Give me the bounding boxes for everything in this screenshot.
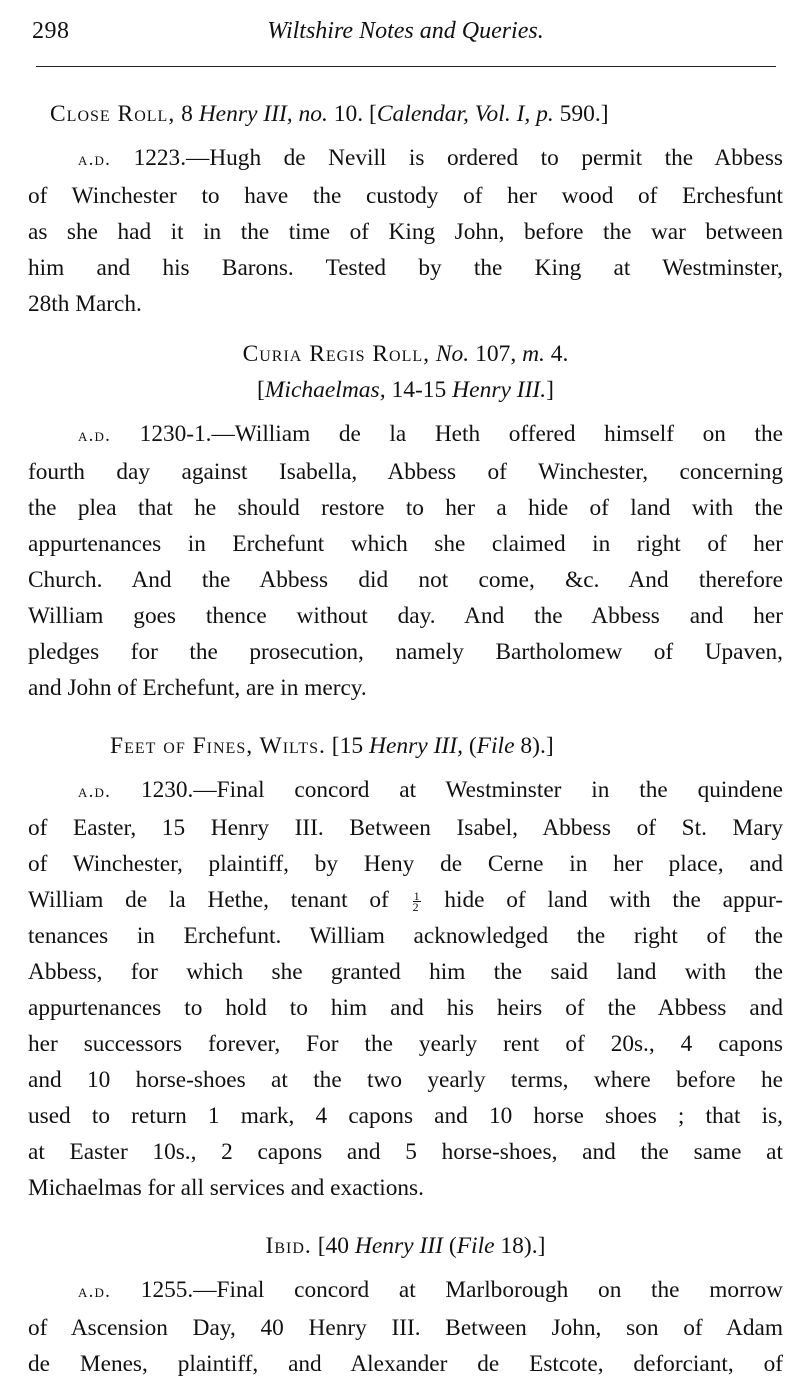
running-title: Wiltshire Notes and Queries. bbox=[267, 18, 544, 44]
ad-marker: a.d. bbox=[78, 149, 112, 170]
paragraph-curia-regis: a.d. 1230-1.—William de la Heth offered himself on the fourth day against Isabella, Abbess of Winchester, concerning the plea that he should restore to her a hide of land with the appurtenances in Erchefunt which she claimed in right of her Church. And the Abbess did not come, &c. And therefore William goes thence without day. And the Abbess and her pledges for the prosecution, namely Bartholomew of Upaven, and John of Erchefunt, are in mercy. bbox=[28, 421, 783, 701]
section-heading-ibid: Ibid. [40 Henry III (File 18).] bbox=[265, 1233, 546, 1259]
ad-marker: a.d. bbox=[78, 1281, 112, 1302]
ad-marker: a.d. bbox=[78, 781, 112, 802]
ad-marker: a.d. bbox=[78, 425, 112, 446]
page-number: 298 bbox=[32, 18, 70, 44]
header-rule bbox=[36, 66, 776, 67]
paragraph-ibid: a.d. 1255.—Final concord at Marlborough on the morrow of Ascension Day, 40 Henry III. Between John, son of Adam de Menes, plaintiff, and Alexander de Estcote, deforciant, of bbox=[28, 1277, 783, 1377]
page-body bbox=[28, 96, 783, 1382]
section-subheading-michaelmas: [Michaelmas, 14-15 Henry III.] bbox=[257, 377, 554, 403]
section-heading-feet-of-fines: Feet of Fines, Wilts. [15 Henry III, (File 8).] bbox=[110, 733, 554, 759]
paragraph-close-roll: a.d. 1223.—Hugh de Nevill is ordered to permit the Abbess of Winchester to have the custody of her wood of Erchesfunt as she had it in the time of King John, before the war between him and his Barons. Tested by the King at Westminster, 28th March. bbox=[28, 145, 783, 317]
page-header bbox=[28, 14, 783, 54]
fraction-one-half: $\frac{1}{2}$ bbox=[412, 889, 420, 915]
paragraph-feet-of-fines: a.d. 1230.—Final concord at Westminster in the quindene of Easter, 15 Henry III. Between Isabel, Abbess of St. Mary of Winchester, plaintiff, by Heny de Cerne in her place, and William de la Hethe, tenant of $\frac{1}{2}$ hide of land with the appur- tenances in Erchefunt. William acknowledged the right of the Abbess, for which she granted him the said land with the appurtenances to hold to him and his heirs of the Abbess and her successors forever, For the yearly rent of 20s., 4 capons and 10 horse-shoes at the two yearly terms, where before he used to return 1 mark, 4 capons and 10 horse shoes ; that is, at Easter 10s., 2 capons and 5 horse-shoes, and the same at Michaelmas for all services and exactions. bbox=[28, 777, 783, 1201]
section-heading-close-roll: Close Roll, 8 Henry III, no. 10. [Calendar, Vol. I, p. 590.] bbox=[50, 101, 609, 127]
section-heading-curia-regis: Curia Regis Roll, No. 107, m. 4. bbox=[242, 341, 569, 367]
